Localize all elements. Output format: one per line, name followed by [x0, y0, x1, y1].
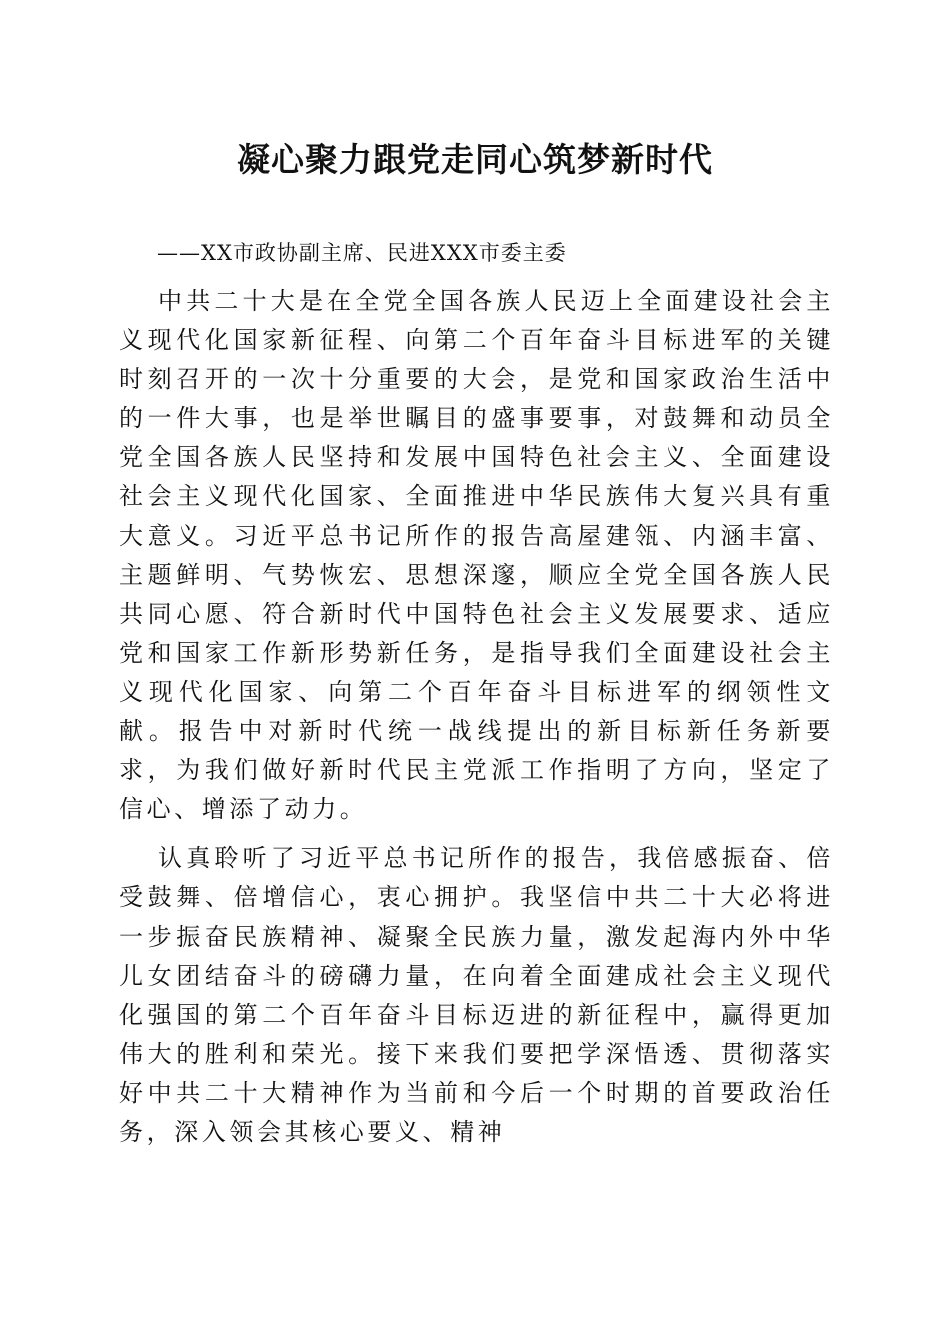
document-body: [119, 282, 834, 1152]
paragraph-1: 中共二十大是在全党全国各族人民迈上全面建设社会主义现代化国家新征程、向第二个百年奋斗目标进军的关键时刻召开的一次十分重要的大会，是党和国家政治生活中的一件大事，也是举世瞩目的盛事要事，对鼓舞和动员全党全国各族人民坚持和发展中国特色社会主义、全面建设社会主义现代化国家、全面推进中华民族伟大复兴具有重大意义。习近平总书记所作的报告高屋建瓴、内涵丰富、主题鲜明、气势恢宏、思想深邃，顺应全党全国各族人民共同心愿、符合新时代中国特色社会主义发展要求、适应党和国家工作新形势新任务，是指导我们全面建设社会主义现代化国家、向第二个百年奋斗目标进军的纲领性文献。报告中对新时代统一战线提出的新目标新任务新要求，为我们做好新时代民主党派工作指明了方向，坚定了信心、增添了动力。: [119, 287, 834, 824]
document-subtitle: ——XX市政协副主席、民进XXX市委主委: [157, 241, 567, 265]
document-title: 凝心聚力跟党走同心筑梦新时代: [237, 140, 713, 179]
paragraph-2: 认真聆听了习近平总书记所作的报告，我倍感振奋、倍受鼓舞、倍增信心，衷心拥护。我坚信中共二十大必将进一步振奋民族精神、凝聚全民族力量，激发起海内外中华儿女团结奋斗的磅礴力量，在向着全面建成社会主义现代化强国的第二个百年奋斗目标迈进的新征程中，赢得更加伟大的胜利和荣光。接下来我们要把学深悟透、贯彻落实好中共二十大精神作为当前和今后一个时期的首要政治任务，深入领会其核心要义、精神: [119, 844, 834, 1146]
